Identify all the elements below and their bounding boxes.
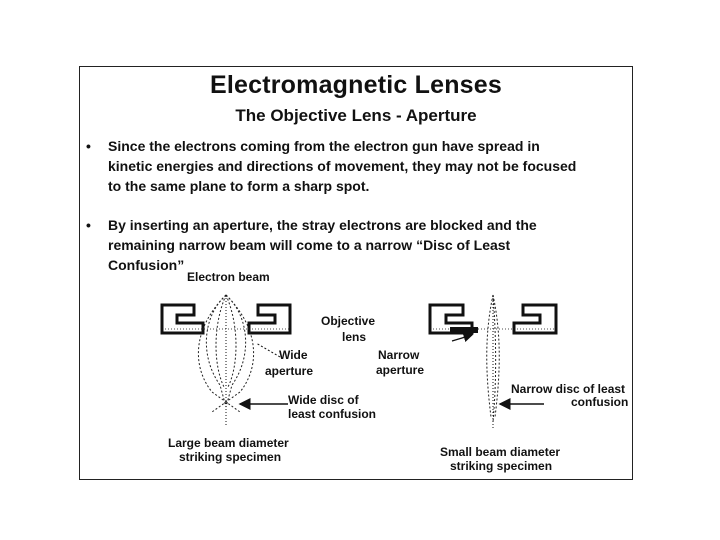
slide-subtitle: The Objective Lens - Aperture <box>235 106 477 125</box>
small-beam-label-line1: Small beam diameter <box>440 445 561 459</box>
wide-disc-label-line2: least confusion <box>288 407 377 421</box>
wide-aperture-figure <box>162 295 290 427</box>
narrow-aperture-plate <box>450 327 478 333</box>
objective-lens-label-line1: Objective <box>321 314 376 328</box>
slide <box>79 66 633 480</box>
wide-disc-label-line1: Wide disc of <box>288 393 359 407</box>
narrow-aperture-label-line1: Narrow <box>378 348 420 362</box>
wide-aperture-label-line1: Wide <box>279 348 308 362</box>
objective-lens-label-line2: lens <box>342 330 367 344</box>
narrow-disc-label-line2: confusion <box>571 395 629 409</box>
large-beam-label-line2: striking specimen <box>179 450 282 464</box>
bullet-marker: • <box>86 217 91 233</box>
large-beam-label-line1: Large beam diameter <box>168 436 289 450</box>
electron-beam-label: Electron beam <box>187 270 270 284</box>
narrow-disc-label-line1: Narrow disc of least <box>511 382 626 396</box>
objective-lens-diagram <box>80 67 634 481</box>
bullet-marker: • <box>86 138 91 154</box>
slide-title: Electromagnetic Lenses <box>209 71 502 99</box>
bullet-text: By inserting an aperture, the stray electrons are blocked and the remaining narrow beam will come to a narrow “Disc of Least Confusion” <box>108 217 537 273</box>
wide-aperture-label-line2: aperture <box>265 364 314 378</box>
small-beam-label-line2: striking specimen <box>450 459 553 473</box>
narrow-aperture-label-line2: aperture <box>376 363 425 377</box>
bullet-text: Since the electrons coming from the electron gun have spread in kinetic energies and directions of movement, they may not be focused to the same plane to form a sharp spot. <box>108 138 577 194</box>
